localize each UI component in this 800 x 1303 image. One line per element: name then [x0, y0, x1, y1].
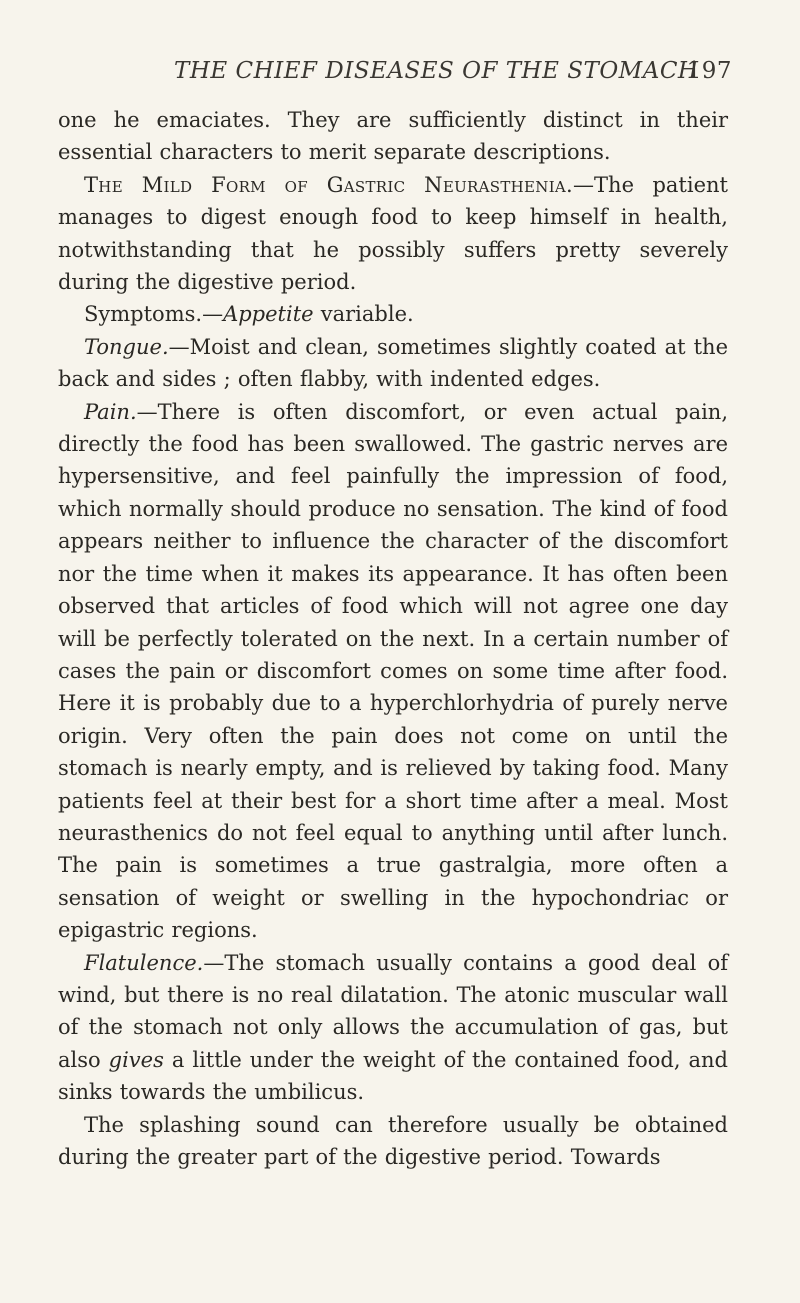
term-appetite: Appetite — [223, 302, 314, 327]
emphasis-gives: gives — [108, 1047, 164, 1072]
running-title: THE CHIEF DISEASES OF THE STOMACH — [174, 58, 699, 84]
dash: — — [202, 302, 224, 327]
section-heading: The Mild Form of Gastric Neurasthenia. — [84, 172, 574, 197]
paragraph-text: a little under the weight of the contained food, and sinks towards the umbilicus. — [58, 1047, 728, 1105]
paragraph-text: The splashing sound can therefore usually be obtained during the greater part of the digestive period. Towards — [58, 1112, 728, 1169]
paragraph-text: —The patient manages to digest enough food to keep himself in health, notwithstanding that he possibly suffers pretty severely during the digestive period. — [58, 172, 728, 295]
term-pain: Pain. — [84, 399, 137, 424]
running-head — [58, 58, 732, 92]
paragraph-splashing — [58, 1109, 728, 1174]
paragraph-tongue — [58, 331, 728, 396]
paragraph-continuation — [58, 104, 728, 169]
paragraph-text: one he emaciates. They are sufficiently distinct in their essential characters to merit separate descriptions. — [58, 108, 728, 165]
paragraph-text: —The stomach usually contains a good deal of wind, but there is no real dilatation. The atonic muscular wall of the stomach not only allows the accumulation of gas, but also — [58, 950, 728, 1072]
paragraph-symptoms — [58, 298, 728, 330]
paragraph-mild-form — [58, 169, 728, 299]
paragraph-flatulence — [58, 947, 728, 1109]
paragraph-text: —Moist and clean, sometimes slightly coated at the back and sides ; often flabby, with indented edges. — [58, 334, 728, 392]
paragraph-pain — [58, 396, 728, 947]
term-tongue: Tongue. — [84, 334, 169, 359]
paragraph-text: —There is often discomfort, or even actual pain, directly the food has been swallowed. The gastric nerves are hypersensitive, and feel painfully the impression of food, which normally should produce no sensation. The kind of food appears neither to influence the character of the discomfort nor the time when it makes its appearance. It has often been observed that articles of food which will not agree one day will be perfectly tolerated on the next. In a certain number of cases the pain or discomfort comes on some time after food. Here it is probably due to a hyperchlorhydria of purely nerve origin. Very often the pain does not come on until the stomach is nearly empty, and is relieved by taking food. Many patients feel at their best for a short time after a meal. Most neurasthenics do not feel equal to anything until after lunch. The pain is sometimes a true gastralgia, more often a sensation of weight or swelling in the hypochondriac or epigastric regions. — [58, 399, 728, 943]
term-flatulence: Flatulence. — [84, 950, 204, 975]
body-text — [58, 104, 728, 1173]
paragraph-text: variable. — [313, 302, 414, 327]
page-number: 197 — [686, 58, 732, 84]
symptoms-label: Symptoms. — [84, 302, 203, 327]
